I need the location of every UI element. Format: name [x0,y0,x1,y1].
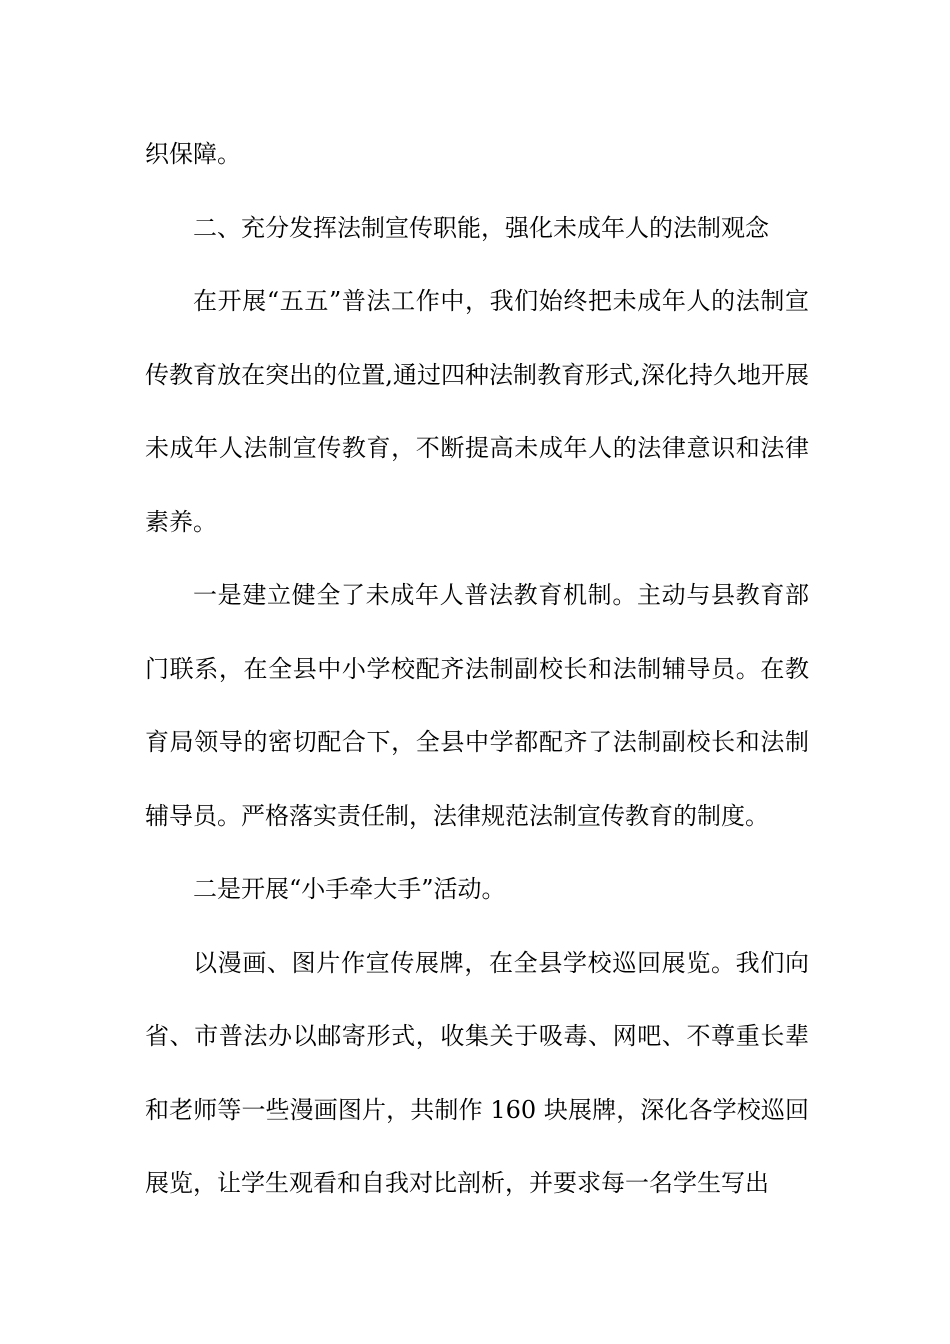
paragraph: 一是建立健全了未成年人普法教育机制。主动与县教育部门联系，在全县中小学校配齐法制副校长和法制辅导员。在教育局领导的密切配合下，全县中学都配齐了法制副校长和法制辅导员。严格落实责任制，法律规范法制宣传教育的制度。 [145,581,809,830]
paragraph-continuation: 织保障。 [145,140,241,168]
paragraph: 二是开展“小手牵大手”活动。 [193,875,506,903]
paragraph: 以漫画、图片作宣传展牌，在全县学校巡回展览。我们向省、市普法办以邮寄形式，收集关于吸毒、网吧、不尊重长辈和老师等一些漫画图片，共制作 160 块展牌，深化各学校巡回展览，让学生观看和自我对比剖析，并要求每一名学生写出 [145,948,809,1197]
section-heading: 二、充分发挥法制宣传职能，强化未成年人的法制观念 [193,213,769,242]
document-body [145,118,809,1221]
paragraph: 在开展“五五”普法工作中，我们始终把未成年人的法制宣传教育放在突出的位置,通过四种法制教育形式,深化持久地开展未成年人法制宣传教育，不断提高未成年人的法律意识和法律素养。 [145,287,809,536]
